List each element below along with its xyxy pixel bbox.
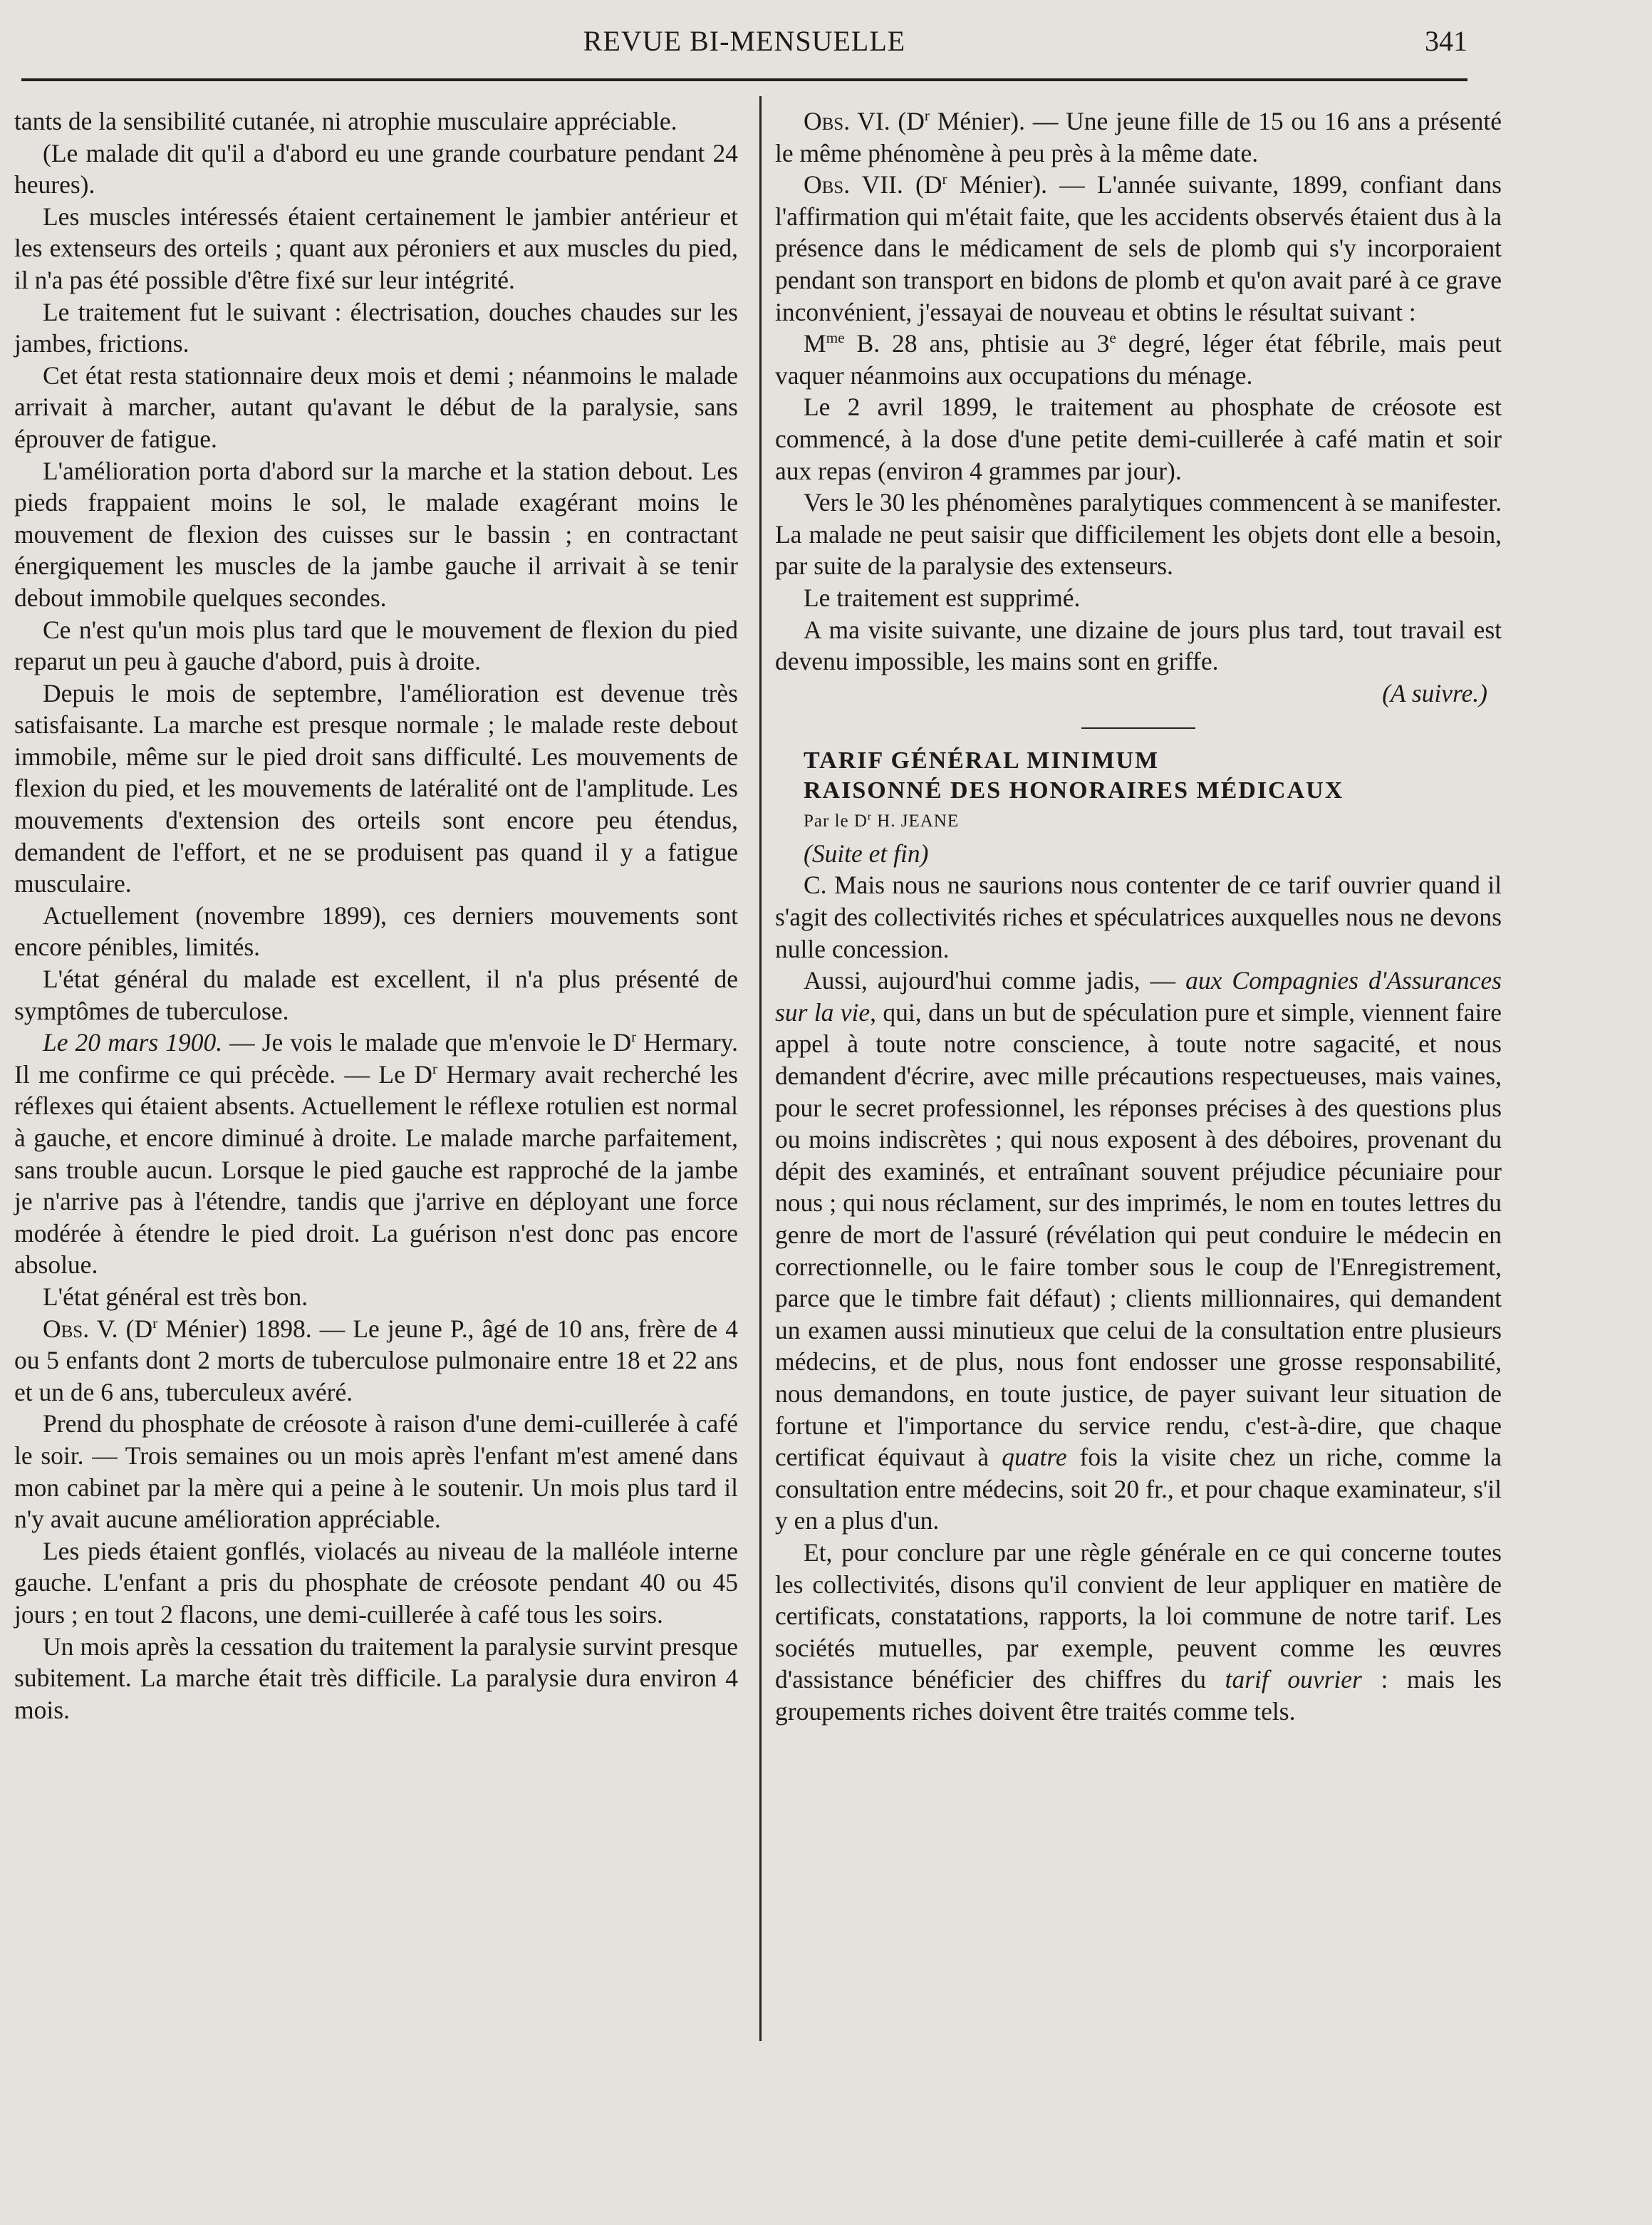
paragraph: Obs. VI. ($D^r$ Ménier). — Une jeune fille de 15 ou 16 ans a présenté le même phénomène à peu près à la même date. (775, 107, 1502, 167)
article-subtitle: (Suite et fin) (804, 839, 929, 868)
paragraph: (Le malade dit qu'il a d'abord eu une grande courbature pendant 24 heures). (14, 138, 738, 199)
paragraph: Prend du phosphate de créosote à raison d'une demi-cuillerée à café le soir. — Trois semaines ou un mois après l'enfant m'est amené dans mon cabinet par la mère qui a peine à le soutenir. Un mois plus tard il n'y avait aucune amélioration appréciable. (14, 1409, 738, 1534)
observation-label: Obs. V. (43, 1314, 118, 1343)
paragraph: C. Mais nous ne saurions nous contenter de ce tarif ouvrier quand il s'agit des collectivités riches et spéculatrices auxquelles nous ne devons nulle concession. (775, 871, 1502, 963)
paragraph: Obs. V. ($D^r$ Ménier) 1898. — Le jeune P., âgé de 10 ans, frère de 4 ou 5 enfants dont 2 morts de tuberculose pulmonaire entre 18 et 22 ans et un de 6 ans, tuberculeux avéré. (14, 1314, 738, 1406)
header-rule (21, 78, 1467, 81)
observation-label: Obs. VI. (804, 107, 890, 135)
paragraph: Le traitement fut le suivant : électrisation, douches chaudes sur les jambes, frictions. (14, 297, 738, 358)
paragraph: Un mois après la cessation du traitement la paralysie survint presque subitement. La marche était très difficile. La paralysie dura environ 4 mois. (14, 1632, 738, 1724)
paragraph: A ma visite suivante, une dizaine de jours plus tard, tout travail est devenu impossible, les mains sont en griffe. (775, 615, 1502, 676)
observation-label: Obs. VII. (804, 170, 903, 199)
paragraph: Obs. VII. ($D^r$ Ménier). — L'année suivante, 1899, confiant dans l'affirmation qui m'était faite, que les accidents observés étaient dus à la présence dans le médicament de sels de plomb qui s'y incorporaient pendant son transport en bidons de plomb et qu'on avait paré à ce grave inconvénient, j'essayai de nouveau et obtins le résultat suivant : (775, 170, 1502, 326)
byline: Par le $D^r$ H. JEANE (804, 811, 960, 831)
paragraph: Aussi, aujourd'hui comme jadis, — aux Compagnies d'Assurances sur la vie, qui, dans un but de spéculation pure et simple, viennent faire appel à toute notre conscience, à toute notre sagacité, et nous demandent d'écrire, avec mille précautions respectueuses, mais vaines, pour le secret professionnel, les réponses précises à des questions plus ou moins indiscrètes ; qui nous exposent à des déboires, provenant du dépit des examinés, et entraînant souvent préjudice pécuniaire pour nous ; qui nous réclament, sur des imprimés, le nom en toutes lettres du genre de mort de l'assuré (révélation qui peut conduire le médecin en correctionnelle, ou le faire tomber sous le coup de l'Enregistrement, parce que le timbre fait défaut) ; clients millionnaires, qui demandent un examen aussi minutieux que celui de la consultation entre plusieurs médecins, et de plus, nous font endosser une grosse responsabilité, nous demandons, en toute justice, de payer suivant leur situation de fortune et l'importance du service rendu, c'est-à-dire, que chaque certificat équivaut à quatre fois la visite chez un riche, comme la consultation entre médecins, soit 20 fr., et pour chaque examinateur, s'il y en a plus d'un. (775, 966, 1502, 1535)
paragraph: $M^{me}$ B. 28 ans, phtisie au 3e degré, léger état fébrile, mais peut vaquer néanmoins aux occupations du ménage. (775, 329, 1502, 390)
right-column (775, 105, 1502, 1728)
running-header (21, 21, 1467, 64)
column-divider (759, 96, 762, 2041)
paragraph: Et, pour conclure par une règle générale en ce qui concerne toutes les collectivités, disons qu'il convient de leur appliquer en matière de certificats, constatations, rapports, la loi commune de notre tarif. Les sociétés mutuelles, par exemple, peuvent comme les œuvres d'assistance bénéficier des chiffres du tarif ouvrier : mais les groupements riches doivent être traités comme tels. (775, 1537, 1502, 1726)
paragraph: Les pieds étaient gonflés, violacés au niveau de la malléole interne gauche. L'enfant a pris du phosphate de créosote pendant 40 ou 45 jours ; en tout 2 flacons, une demi-cuillerée à café tous les soirs. (14, 1536, 738, 1629)
paragraph: Le 20 mars 1900. — Je vois le malade que m'envoie le $D^r$ Hermary. Il me confirme ce qui précède. — Le $D^r$ Hermary avait recherché les réflexes qui étaient absents. Actuellement le réflexe rotulien est normal à gauche, et encore diminué à droite. Le malade marche parfaitement, sans trouble aucun. Lorsque le pied gauche est rapproché de la jambe je n'arrive pas à l'étendre, tandis que j'arrive en déployant une force modérée à étendre le pied droit. La guérison n'est donc pas encore absolue. (14, 1028, 739, 1280)
paragraph: Les muscles intéressés étaient certainement le jambier antérieur et les extenseurs des orteils ; quant aux péroniers et aux muscles du pied, il n'a pas été possible d'être fixé sur leur intégrité. (14, 202, 738, 294)
paragraph: L'état général du malade est excellent, il n'a plus présenté de symptômes de tuberculose. (14, 965, 738, 1025)
paragraph: Le traitement est supprimé. (804, 583, 1081, 612)
paragraph: Ce n'est qu'un mois plus tard que le mouvement de flexion du pied reparut un peu à gauche d'abord, puis à droite. (14, 615, 738, 676)
paragraph: Vers le 30 les phénomènes paralytiques commencent à se manifester. La malade ne peut saisir que difficilement les objets dont elle a besoin, par suite de la paralysie des extenseurs. (775, 488, 1502, 581)
article-title: TARIF GÉNÉRAL MINIMUM (804, 747, 1160, 774)
paragraph: Actuellement (novembre 1899), ces derniers mouvements sont encore pénibles, limités. (14, 901, 738, 962)
to-be-continued: (A suivre.) (1382, 678, 1487, 707)
running-title: REVUE BI-MENSUELLE (583, 25, 906, 57)
page-number: 341 (1425, 25, 1467, 57)
paragraph: L'état général est très bon. (43, 1282, 308, 1311)
paragraph: L'amélioration porta d'abord sur la marche et la station debout. Les pieds frappaient moins le sol, le malade exagérant moins le mouvement de flexion des cuisses sur le bassin ; en contractant énergiquement les muscles de la jambe gauche il arrivait à se tenir debout immobile quelques secondes. (14, 456, 738, 612)
paragraph: Depuis le mois de septembre, l'amélioration est devenue très satisfaisante. La marche est presque normale ; le malade reste debout immobile, même sur le pied droit sans difficulté. Les mouvements de flexion du pied, et les mouvements de latéralité ont de l'amplitude. Les mouvements d'extension des orteils sont encore peu étendus, demandent de l'effort, et ne se produisent pas quand il y a fatigue musculaire. (14, 678, 738, 898)
date-italic: Le 20 mars 1900. (43, 1028, 223, 1057)
section-separator (1081, 727, 1195, 729)
left-column (14, 105, 738, 1726)
article-title: RAISONNÉ DES HONORAIRES MÉDICAUX (804, 777, 1344, 804)
paragraph: Cet état resta stationnaire deux mois et demi ; néanmoins le malade arrivait à marcher, autant qu'avant le début de la paralysie, sans éprouver de fatigue. (14, 361, 738, 453)
paragraph: tants de la sensibilité cutanée, ni atrophie musculaire appréciable. (14, 107, 677, 135)
paragraph: Le 2 avril 1899, le traitement au phosphate de créosote est commencé, à la dose d'une petite demi-cuillerée à café matin et soir aux repas (environ 4 grammes par jour). (775, 393, 1502, 485)
